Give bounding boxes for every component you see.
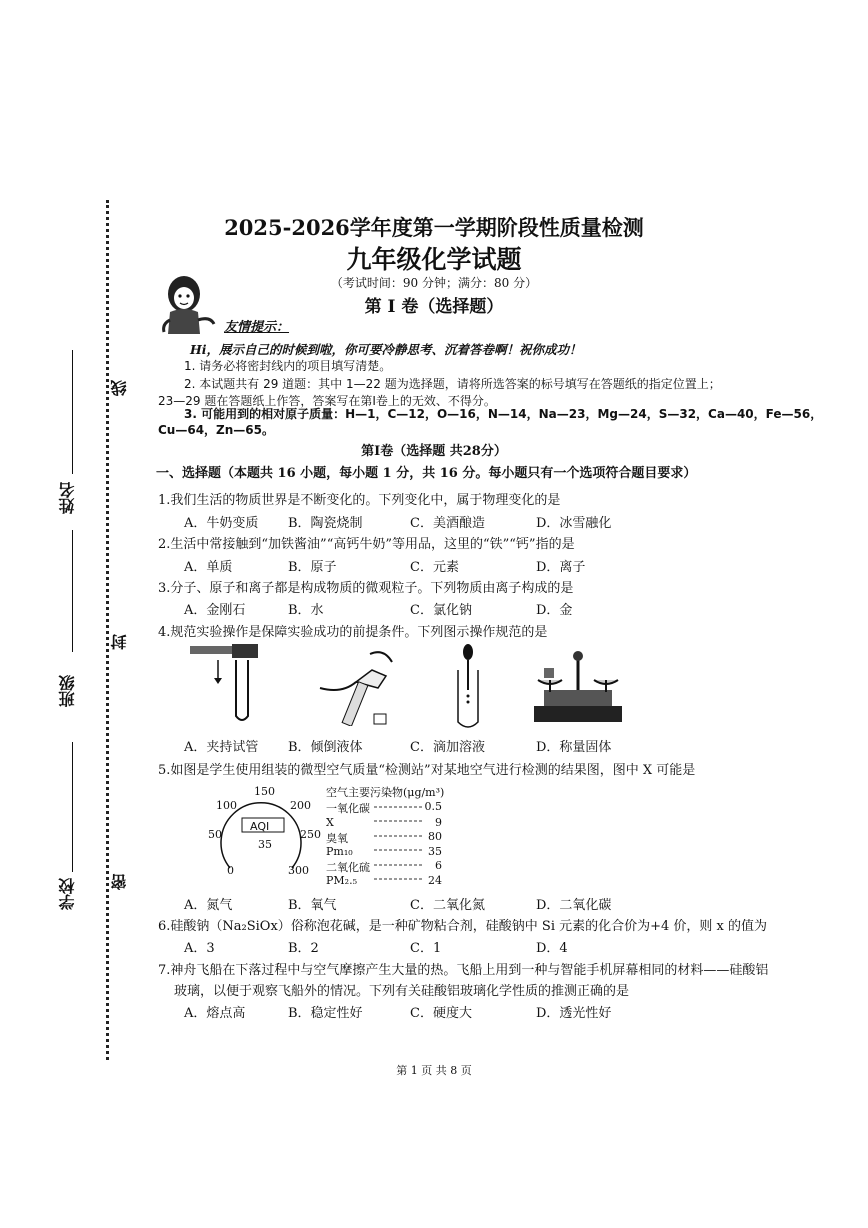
q7-option-a[interactable]: A．熔点高 bbox=[184, 1006, 246, 1021]
q2-option-a[interactable]: A．单质 bbox=[184, 560, 233, 575]
q6-option-c[interactable]: C．1 bbox=[410, 941, 442, 956]
pollutant-name: PM₂.₅ bbox=[326, 873, 357, 887]
aqi-tick-200: 200 bbox=[290, 799, 311, 812]
aqi-tick-100: 100 bbox=[216, 799, 237, 812]
pollutant-leader-lines bbox=[370, 800, 428, 888]
seal-char-xian: 线 bbox=[110, 380, 129, 396]
q6-option-a[interactable]: A．3 bbox=[184, 941, 215, 956]
mascot-illustration-icon bbox=[156, 272, 218, 338]
q7-option-d[interactable]: D．透光性好 bbox=[536, 1006, 612, 1021]
q1-option-b[interactable]: B．陶瓷烧制 bbox=[288, 516, 363, 531]
pollutant-name: 臭氧 bbox=[326, 832, 348, 845]
section-title: 第Ⅰ卷（选择题 共28分） bbox=[361, 444, 507, 459]
pollutant-value: 0.5 bbox=[424, 800, 442, 813]
aqi-tick-0: 0 bbox=[227, 864, 234, 877]
question-1-stem: 1.我们生活的物质世界是不断变化的。下列变化中，属于物理变化的是 bbox=[158, 493, 561, 508]
pollutant-header: 空气主要污染物(μg/m³) bbox=[326, 786, 445, 799]
aqi-value: 35 bbox=[258, 838, 272, 851]
aqi-tick-50: 50 bbox=[208, 828, 222, 841]
q2-option-d[interactable]: D．离子 bbox=[536, 560, 586, 575]
aqi-tick-250: 250 bbox=[300, 828, 321, 841]
tips-greeting: Hi，展示自己的时候到啦，你可要冷静思考、沉着答卷啊！祝你成功！ bbox=[190, 342, 582, 357]
volume-title: 第 Ⅰ 卷（选择题） bbox=[364, 297, 504, 317]
q6-option-b[interactable]: B．2 bbox=[288, 941, 319, 956]
pollutant-value: 6 bbox=[435, 859, 442, 872]
note-2b: 23—29 题在答题纸上作答，答案写在第Ⅰ卷上的无效、不得分。 bbox=[158, 394, 496, 408]
seal-char-feng: 封 bbox=[110, 634, 129, 650]
question-6-stem: 6.硅酸钠（Na₂SiOx）俗称泡花碱，是一种矿物粘合剂，硅酸钠中 Si 元素的化合价为+4 价，则 x 的值为 bbox=[158, 919, 768, 934]
aqi-tick-300: 300 bbox=[288, 864, 309, 877]
pour-liquid-diagram bbox=[312, 642, 402, 726]
q3-option-c[interactable]: C．氯化钠 bbox=[410, 603, 472, 618]
note-3a: 3. 可能用到的相对原子质量：H—1，C—12，O—16，N—14，Na—23，Mg—24，S—32，Ca—40，Fe—56， bbox=[184, 407, 823, 421]
q5-option-a[interactable]: A．氮气 bbox=[184, 898, 233, 913]
aqi-label: AQI bbox=[250, 820, 270, 833]
pollutant-value: 9 bbox=[435, 815, 442, 829]
q2-option-b[interactable]: B．原子 bbox=[288, 560, 337, 575]
question-2-stem: 2.生活中常接触到“加铁酱油”“高钙牛奶”等用品，这里的“铁”“钙”指的是 bbox=[158, 537, 575, 552]
tips-heading: 友情提示： bbox=[224, 320, 290, 335]
seal-char-mi: 密 bbox=[110, 874, 129, 890]
question-7-stem-line2: 玻璃，以便于观察飞船外的情况。下列有关硅酸铝玻璃化学性质的推测正确的是 bbox=[174, 984, 630, 999]
q3-option-a[interactable]: A．金刚石 bbox=[184, 603, 246, 618]
pollutant-name: 一氧化碳 bbox=[326, 802, 370, 815]
question-7-stem-line1: 7.神舟飞船在下落过程中与空气摩擦产生大量的热。飞船上用到一种与智能手机屏幕相同的材料——硅酸铝 bbox=[158, 963, 769, 978]
exam-meta: （考试时间：90 分钟；满分：80 分） bbox=[330, 276, 538, 290]
exam-subtitle: 九年级化学试题 bbox=[346, 245, 522, 274]
pollutant-name: 二氧化硫 bbox=[326, 861, 370, 874]
pollutant-value: 24 bbox=[428, 873, 442, 887]
school-fill-line[interactable] bbox=[72, 742, 73, 872]
question-4-stem: 4.规范实验操作是保障实验成功的前提条件。下列图示操作规范的是 bbox=[158, 625, 548, 640]
q6-option-d[interactable]: D．4 bbox=[536, 941, 568, 956]
question-5-stem: 5.如图是学生使用组装的微型空气质量“检测站”对某地空气进行检测的结果图，图中 X 可能是 bbox=[158, 763, 696, 778]
question-3-stem: 3.分子、原子和离子都是构成物质的微观粒子。下列物质由离子构成的是 bbox=[158, 581, 574, 596]
q4-option-a[interactable]: A．夹持试管 bbox=[184, 740, 259, 755]
class-fill-line[interactable] bbox=[72, 530, 73, 652]
q2-option-c[interactable]: C．元素 bbox=[410, 560, 459, 575]
note-1: 1. 请务必将密封线内的项目填写清楚。 bbox=[184, 359, 392, 373]
aqi-tick-150: 150 bbox=[254, 785, 275, 798]
school-label: 学校 bbox=[58, 878, 77, 910]
q3-option-d[interactable]: D．金 bbox=[536, 603, 573, 618]
q5-option-d[interactable]: D．二氧化碳 bbox=[536, 898, 612, 913]
q7-option-c[interactable]: C．硬度大 bbox=[410, 1006, 472, 1021]
q1-option-a[interactable]: A．牛奶变质 bbox=[184, 516, 259, 531]
note-3b: Cu—64，Zn—65。 bbox=[158, 423, 274, 437]
q1-option-d[interactable]: D．冰雪融化 bbox=[536, 516, 612, 531]
note-2a: 2. 本试题共有 29 道题：其中 1—22 题为选择题，请将所选答案的标号填写在答题纸的指定位置上； bbox=[184, 377, 721, 391]
pollutant-value: 35 bbox=[428, 844, 442, 858]
q5-option-c[interactable]: C．二氧化氮 bbox=[410, 898, 485, 913]
test-tube-clamp-diagram bbox=[188, 642, 268, 726]
q4-option-d[interactable]: D．称量固体 bbox=[536, 740, 612, 755]
q4-option-b[interactable]: B．倾倒液体 bbox=[288, 740, 363, 755]
exam-title: 2025-2026学年度第一学期阶段性质量检测 bbox=[224, 215, 644, 240]
page-footer: 第 1 页 共 8 页 bbox=[396, 1064, 472, 1077]
class-label: 班级 bbox=[58, 675, 77, 707]
q7-option-b[interactable]: B．稳定性好 bbox=[288, 1006, 363, 1021]
q3-option-b[interactable]: B．水 bbox=[288, 603, 324, 618]
q5-option-b[interactable]: B．氧气 bbox=[288, 898, 337, 913]
pollutant-name: Pm₁₀ bbox=[326, 844, 353, 858]
balance-scale-diagram bbox=[530, 646, 626, 726]
q4-option-c[interactable]: C．滴加溶液 bbox=[410, 740, 485, 755]
dropper-diagram bbox=[448, 642, 488, 732]
q1-option-c[interactable]: C．美酒酿造 bbox=[410, 516, 485, 531]
pollutant-name: X bbox=[326, 815, 334, 829]
seal-dotted-line bbox=[106, 200, 109, 1060]
pollutant-value: 80 bbox=[428, 830, 442, 843]
name-label: 姓名 bbox=[58, 482, 77, 514]
section-heading: 一、选择题（本题共 16 小题，每小题 1 分，共 16 分。每小题只有一个选项符合题目要求） bbox=[156, 466, 697, 481]
